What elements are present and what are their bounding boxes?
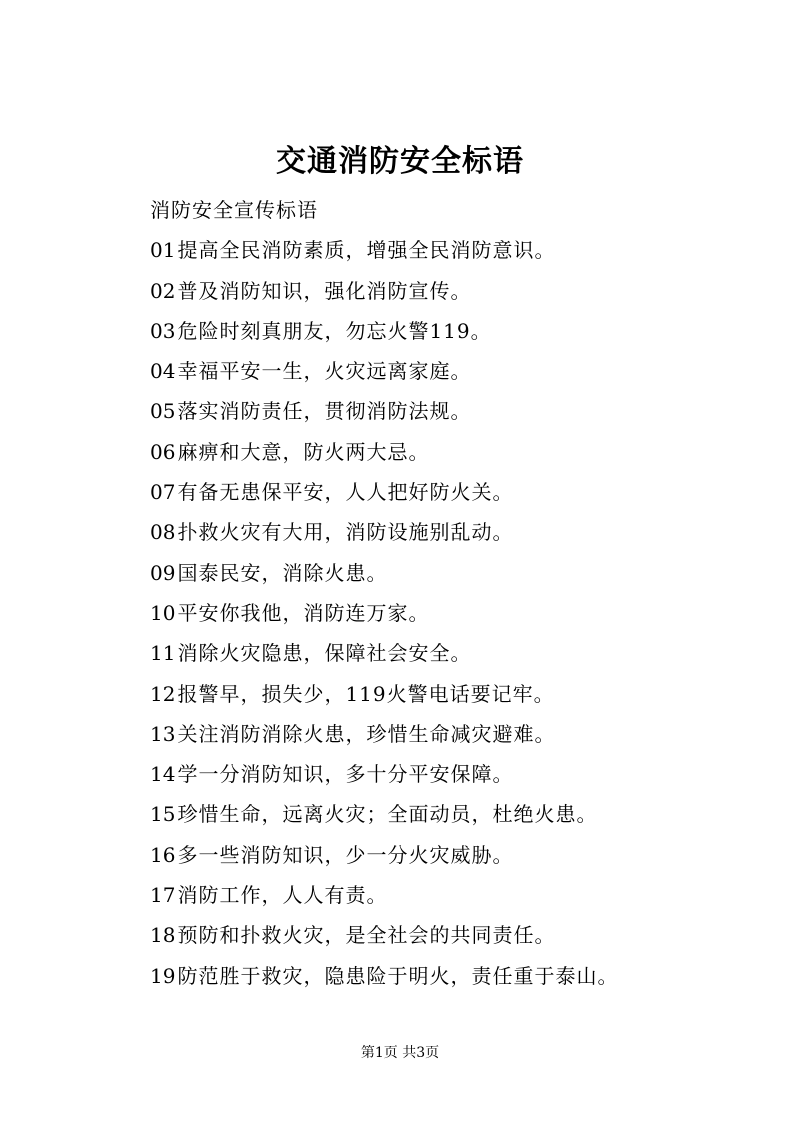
slogan-number: 10 xyxy=(150,600,176,625)
slogan-text: 消防工作，人人有责。 xyxy=(177,883,388,908)
list-item xyxy=(150,391,770,431)
slogan-text: 学一分消防知识，多十分平安保障。 xyxy=(177,762,514,787)
list-item xyxy=(150,432,770,472)
page-footer: 第1页 共3页 xyxy=(360,1045,440,1061)
list-item xyxy=(150,875,770,915)
slogan-text: 有备无患保平安，人人把好防火关。 xyxy=(177,480,514,505)
slogan-number: 06 xyxy=(150,439,176,464)
slogan-number: 02 xyxy=(150,278,176,303)
slogan-number: 14 xyxy=(150,762,176,787)
list-item xyxy=(150,674,770,714)
slogan-list xyxy=(150,230,770,996)
list-item xyxy=(150,512,770,552)
list-item xyxy=(150,754,770,794)
document-title: 交通消防安全标语 xyxy=(276,144,524,179)
slogan-number: 17 xyxy=(150,883,176,908)
list-item xyxy=(150,835,770,875)
list-item xyxy=(150,271,770,311)
list-item xyxy=(150,230,770,270)
slogan-number: 04 xyxy=(150,359,176,384)
slogan-text: 多一些消防知识，少一分火灾威胁。 xyxy=(177,842,514,867)
slogan-text: 提高全民消防素质，增强全民消防意识。 xyxy=(177,238,556,263)
slogan-number: 03 xyxy=(150,318,176,343)
slogan-text: 报警早，损失少，119火警电话要记牢。 xyxy=(177,681,555,706)
list-item xyxy=(150,311,770,351)
slogan-number: 08 xyxy=(150,520,176,545)
slogan-text: 麻痹和大意，防火两大忌。 xyxy=(177,439,430,464)
list-item xyxy=(150,553,770,593)
list-item xyxy=(150,633,770,673)
slogan-number: 12 xyxy=(150,681,176,706)
slogan-text: 平安你我他，消防连万家。 xyxy=(177,600,430,625)
list-item xyxy=(150,915,770,955)
slogan-number: 09 xyxy=(150,560,176,585)
slogan-number: 07 xyxy=(150,480,176,505)
slogan-text: 落实消防责任，贯彻消防法规。 xyxy=(177,399,472,424)
slogan-text: 危险时刻真朋友，勿忘火警119。 xyxy=(177,318,492,343)
slogan-number: 18 xyxy=(150,923,176,948)
slogan-number: 01 xyxy=(150,238,176,263)
list-item xyxy=(150,956,770,996)
slogan-number: 15 xyxy=(150,802,176,827)
document-body xyxy=(150,190,770,996)
slogan-text: 普及消防知识，强化消防宣传。 xyxy=(177,278,472,303)
list-item xyxy=(150,472,770,512)
list-item xyxy=(150,794,770,834)
slogan-number: 13 xyxy=(150,721,176,746)
slogan-number: 19 xyxy=(150,963,176,988)
list-item xyxy=(150,714,770,754)
section-subtitle: 消防安全宣传标语 xyxy=(150,198,318,222)
slogan-number: 05 xyxy=(150,399,176,424)
slogan-text: 防范胜于救灾，隐患险于明火，责任重于泰山。 xyxy=(177,963,619,988)
slogan-number: 16 xyxy=(150,842,176,867)
slogan-number: 11 xyxy=(150,641,176,666)
slogan-text: 幸福平安一生，火灾远离家庭。 xyxy=(177,359,472,384)
slogan-text: 扑救火灾有大用，消防设施别乱动。 xyxy=(177,520,514,545)
slogan-text: 关注消防消除火患，珍惜生命减灾避难。 xyxy=(177,721,556,746)
list-item xyxy=(150,351,770,391)
slogan-text: 珍惜生命，远离火灾；全面动员，杜绝火患。 xyxy=(177,802,598,827)
slogan-text: 预防和扑救火灾，是全社会的共同责任。 xyxy=(177,923,556,948)
list-item xyxy=(150,593,770,633)
slogan-text: 消除火灾隐患，保障社会安全。 xyxy=(177,641,472,666)
slogan-text: 国泰民安，消除火患。 xyxy=(177,560,388,585)
